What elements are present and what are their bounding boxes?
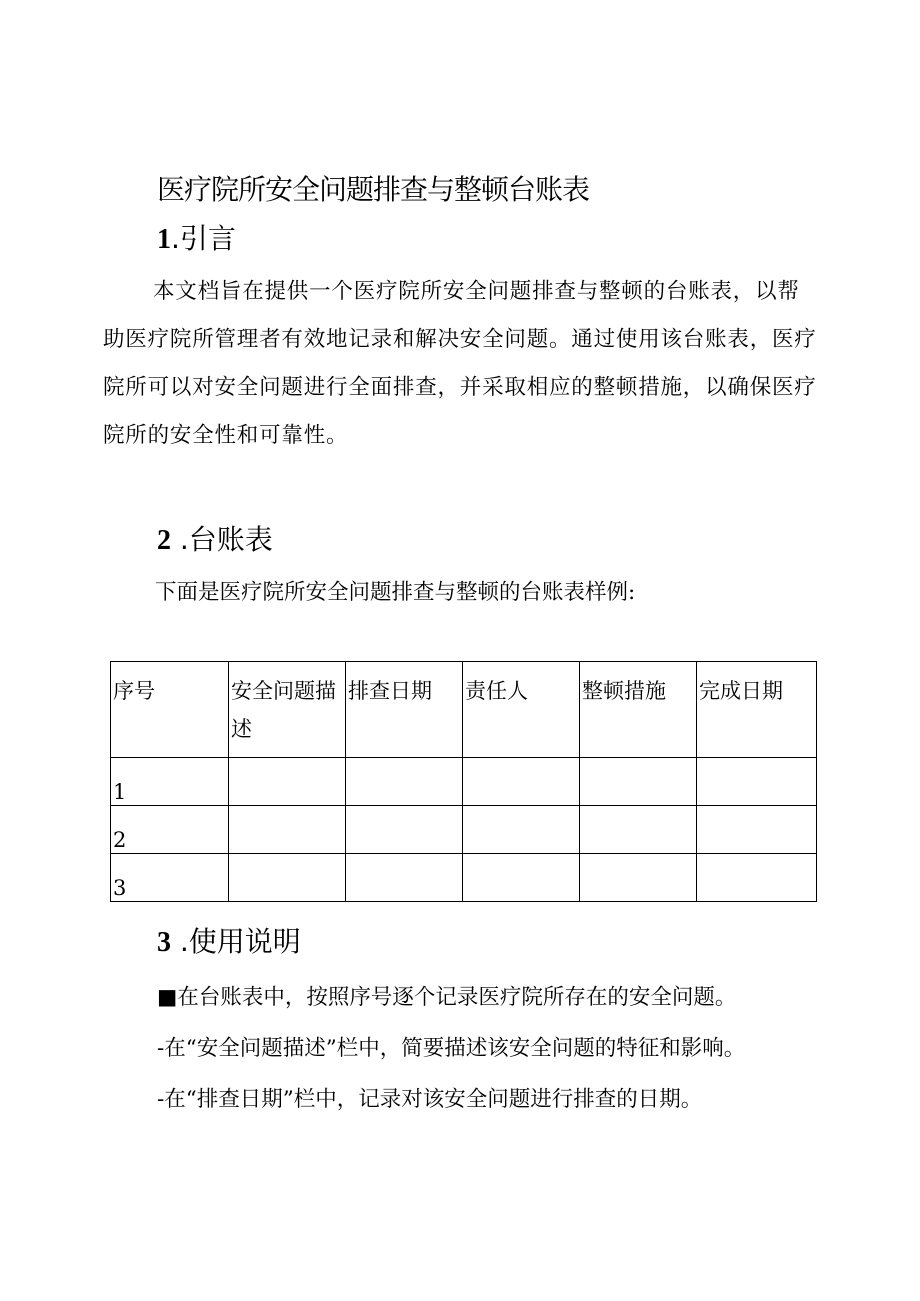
usage-instruction-line: ■在台账表中，按照序号逐个记录医疗院所存在的安全问题。: [157, 985, 737, 1010]
column-header-rectification-measures: 整顿措施: [580, 662, 697, 758]
section-number: 3: [157, 927, 171, 958]
column-header-serial: 序号: [111, 662, 229, 758]
section-title: .使用说明: [171, 925, 301, 958]
table-cell-serial: 3: [111, 854, 229, 902]
section-heading-intro: [157, 219, 236, 260]
ledger-table: [110, 661, 817, 902]
table-cell-serial: 2: [111, 806, 229, 854]
table-cell: [580, 854, 697, 902]
document-title: 医疗院所安全问题排查与整顿台账表: [157, 173, 590, 206]
column-header-completion-date: 完成日期: [697, 662, 817, 758]
table-cell: [580, 806, 697, 854]
table-row: [111, 758, 817, 806]
column-header-responsible-person: 责任人: [463, 662, 580, 758]
table-cell: [463, 806, 580, 854]
column-header-issue-description: 安全问题描述: [229, 662, 346, 758]
section-title: .台账表: [171, 523, 273, 556]
column-header-inspection-date: 排查日期: [346, 662, 463, 758]
table-intro-text: 下面是医疗院所安全问题排查与整顿的台账表样例:: [155, 580, 636, 605]
table-cell: [346, 806, 463, 854]
table-cell: [346, 758, 463, 806]
table-row: [111, 854, 817, 902]
table-cell: [697, 854, 817, 902]
table-cell: [463, 854, 580, 902]
section-heading-usage: [157, 922, 301, 963]
section-number: 1: [157, 224, 171, 255]
table-cell: [229, 758, 346, 806]
table-cell: [229, 806, 346, 854]
usage-instruction-line: -在“安全问题描述”栏中，简要描述该安全问题的特征和影响。: [157, 1036, 746, 1061]
table-cell: [229, 854, 346, 902]
table-cell: [697, 806, 817, 854]
section-title: .引言: [171, 222, 236, 255]
table-cell: [697, 758, 817, 806]
table-cell: [580, 758, 697, 806]
table-cell: [346, 854, 463, 902]
intro-paragraph: 本文档旨在提供一个医疗院所安全问题排查与整顿的台账表，以帮助医疗院所管理者有效地记录和解决安全问题。通过使用该台账表，医疗院所可以对安全问题进行全面排查，并采取相应的整顿措施，以确保医疗院所的安全性和可靠性。: [103, 279, 817, 448]
table-cell-serial: 1: [111, 758, 229, 806]
table-header-row: [111, 662, 817, 758]
table-cell: [463, 758, 580, 806]
table-row: [111, 806, 817, 854]
usage-instruction-line: -在“排查日期”栏中，记录对该安全问题进行排查的日期。: [157, 1087, 703, 1112]
section-heading-ledger: [157, 520, 273, 561]
section-number: 2: [157, 525, 171, 556]
